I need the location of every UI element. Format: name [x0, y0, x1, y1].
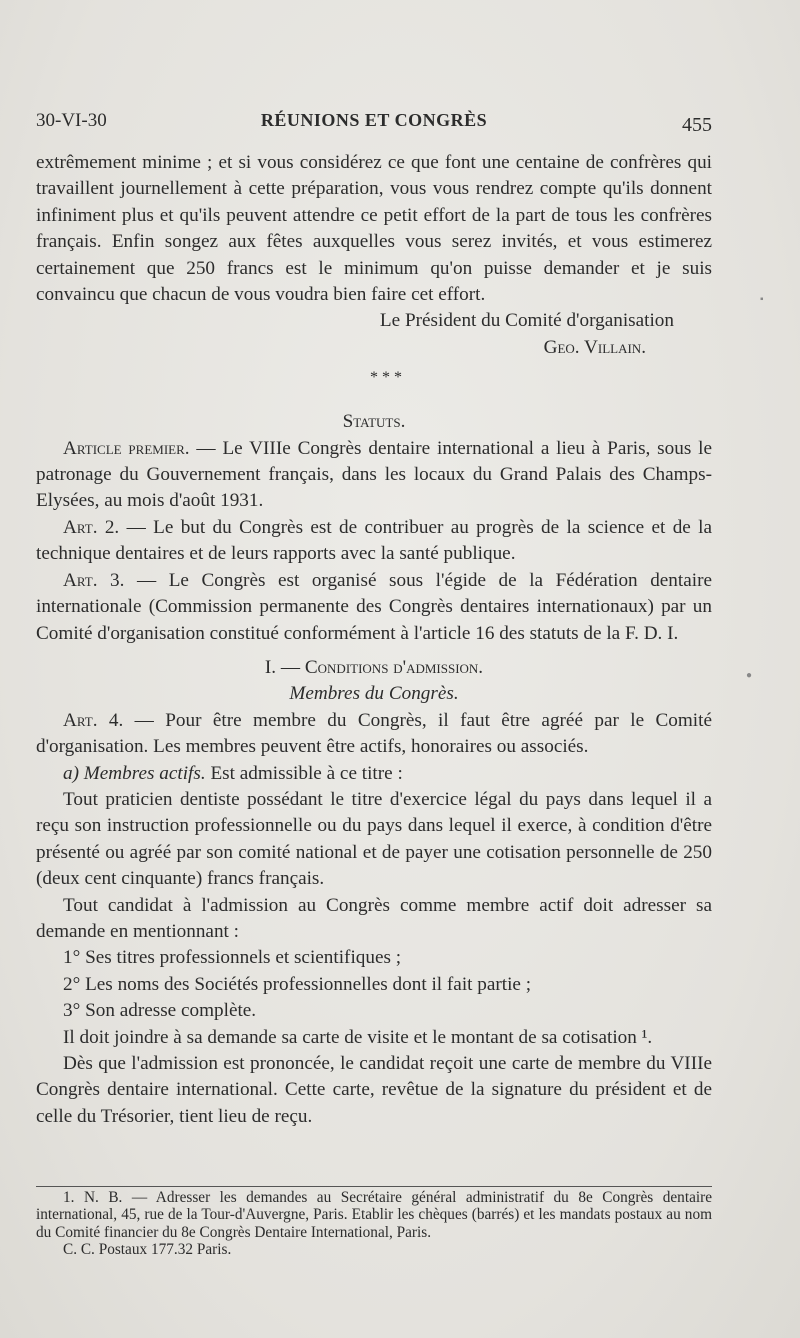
margin-speck: ▪	[760, 294, 764, 305]
joindre-paragraph: Il doit joindre à sa demande sa carte de visite et le montant de sa cotisation ¹.	[63, 1026, 653, 1048]
section-heading: I. — Conditions d'admission.	[264, 656, 484, 678]
article-2	[36, 515, 712, 568]
list-item: 2° Les noms des Sociétés professionnelles dont il fait partie ;	[63, 973, 532, 995]
signature-title: Le Président du Comité d'organisation	[379, 310, 674, 332]
membres-actifs-label: a) Membres actifs.	[63, 762, 206, 784]
footnotes	[36, 1186, 712, 1259]
article-3	[36, 568, 712, 647]
header-date: 30-VI-30	[36, 110, 107, 131]
asterism-glyph: * * *	[370, 369, 402, 387]
article-2-text: — Le but du Congrès est de contribuer au progrès de la science et de la technique dentaires et de leurs rapports avec la santé publique.	[36, 516, 712, 565]
admission-paragraph: Dès que l'admission est prononcée, le candidat reçoit une carte de membre du VIIIe Congrès dentaire international. Cette carte, revêtue de la signature du président et de celle du Trésorier, tient lieu de reçu.	[36, 1053, 712, 1127]
footnote-2: C. C. Postaux 177.32 Paris.	[63, 1241, 232, 1259]
page-number: 455	[682, 114, 712, 136]
margin-speck: ●	[746, 670, 753, 681]
praticien-paragraph: Tout praticien dentiste possédant le titre d'exercice légal du pays dans lequel il a reçu son instruction professionnelle ou du pays dans lequel il exerce, à condition d'être présenté ou agréé par son comité national et de payer une cotisation personnelle de 250 (deux cent cinquante) francs français.	[36, 788, 712, 890]
article-4	[36, 708, 712, 761]
membres-actifs-text: Est admissible à ce titre :	[205, 762, 403, 784]
article-1-text: — Le VIIIe Congrès dentaire international a lieu à Paris, sous le patronage du Gouvernement français, dans les locaux du Grand Palais des Champs-Elysées, au mois d'août 1931.	[36, 437, 712, 512]
section-subheading: Membres du Congrès.	[289, 683, 459, 705]
running-header	[36, 110, 712, 140]
candidat-paragraph: Tout candidat à l'admission au Congrès comme membre actif doit adresser sa demande en mentionnant :	[36, 894, 712, 942]
list-item: 1° Ses titres professionnels et scientifiques ;	[63, 947, 402, 969]
header-title: RÉUNIONS ET CONGRÈS	[260, 110, 488, 130]
article-1-label: Article premier.	[63, 437, 190, 459]
article-4-text: — Pour être membre du Congrès, il faut être agréé par le Comité d'organisation. Les membres peuvent être actifs, honoraires ou associés.	[36, 709, 712, 758]
article-4-label: Art. 4.	[63, 709, 124, 731]
asterism	[36, 363, 712, 409]
body-text	[36, 150, 712, 1130]
article-3-label: Art. 3.	[63, 569, 125, 591]
membres-actifs	[36, 761, 712, 787]
signature-name: Geo. Villain.	[543, 336, 646, 358]
article-3-text: — Le Congrès est organisé sous l'égide de la Fédération dentaire internationale (Commission permanente des Congrès dentaires internationaux) par un Comité d'organisation constitué conformément à l'article 16 des statuts de la F. D. I.	[36, 569, 712, 644]
statuts-heading: Statuts.	[342, 411, 406, 433]
list-item: 3° Son adresse complète.	[63, 1000, 257, 1022]
intro-paragraph: extrêmement minime ; et si vous considérez ce que font une centaine de confrères qui travaillent journellement à cette préparation, vous vous rendrez compte qu'ils donnent infiniment plus et qu'ils peuvent attendre ce petit effort de la part de tous les confrères français. Enfin songez aux fêtes auxquelles vous serez invités, et vous estimerez certainement que 250 francs est le minimum qu'on puisse demander et je suis convaincu que chacun de vous voudra bien faire cet effort.	[36, 152, 712, 306]
article-2-label: Art. 2.	[63, 516, 120, 538]
footnote-1: 1. N. B. — Adresser les demandes au Secrétaire général administratif du 8e Congrès dentaire international, 45, rue de la Tour-d'Auvergne, Paris. Etablir les chèques (barrés) et les mandats postaux au nom du Comité financier du 8e Congrès Dentaire International, Paris.	[36, 1189, 712, 1241]
article-1	[36, 436, 712, 515]
